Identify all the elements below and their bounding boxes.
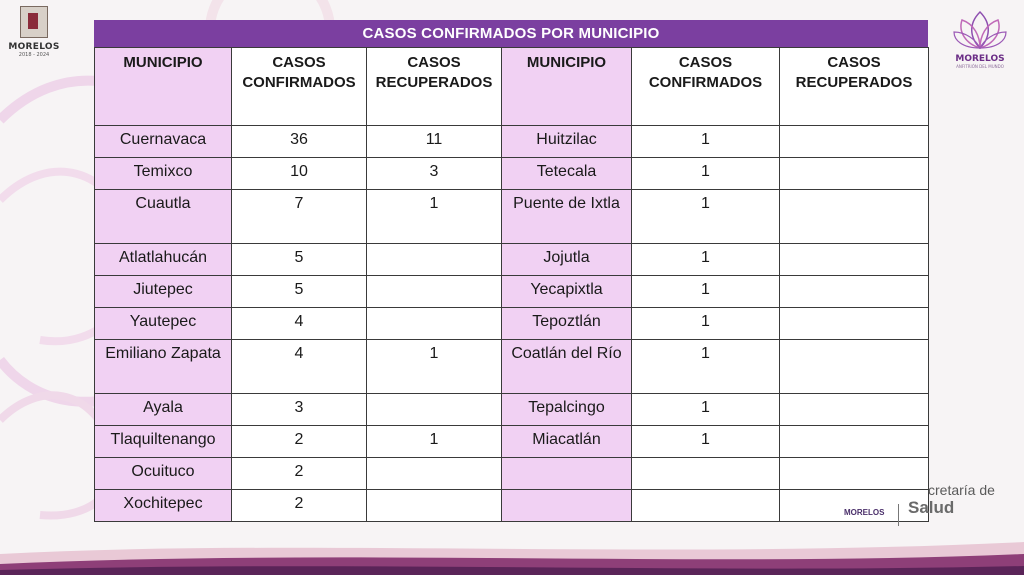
cell-recuperados [367,276,502,308]
cell-confirmados: 36 [232,126,367,158]
footer-salud-text: Salud [908,498,955,517]
cell-recuperados: 1 [367,190,502,244]
cell-municipio: Ayala [95,394,232,426]
header-municipio-right: MUNICIPIO [502,48,632,126]
cell-municipio: Tlaquiltenango [95,426,232,458]
header-recuperados-right: CASOS RECUPERADOS [780,48,929,126]
cell-confirmados [632,490,780,522]
cell-municipio: Ocuituco [95,458,232,490]
logo-left-years: 2018 - 2024 [18,52,50,58]
header-municipio-left: MUNICIPIO [95,48,232,126]
cell-recuperados: 3 [367,158,502,190]
cell-confirmados: 5 [232,244,367,276]
cell-confirmados: 1 [632,244,780,276]
cell-confirmados [632,458,780,490]
cell-recuperados [367,458,502,490]
footer-logo-label: MORELOS [844,508,885,517]
cell-confirmados: 4 [232,308,367,340]
cell-confirmados: 1 [632,308,780,340]
cell-confirmados: 10 [232,158,367,190]
cell-confirmados: 2 [232,458,367,490]
table-header-row [95,48,929,126]
coat-of-arms-icon [20,6,48,38]
cell-municipio [502,458,632,490]
cell-recuperados [780,158,929,190]
cell-recuperados [780,394,929,426]
cell-municipio: Cuautla [95,190,232,244]
cell-recuperados [780,426,929,458]
morelos-logo-left [6,6,62,68]
lotus-icon [952,8,1008,54]
table-row [95,126,929,158]
cell-confirmados: 1 [632,340,780,394]
table-row [95,244,929,276]
header-confirmados-left: CASOS CONFIRMADOS [232,48,367,126]
cell-recuperados [367,394,502,426]
table-row [95,426,929,458]
table-title: CASOS CONFIRMADOS POR MUNICIPIO [94,20,928,47]
cell-recuperados: 1 [367,340,502,394]
cell-municipio: Tetecala [502,158,632,190]
cell-municipio: Jiutepec [95,276,232,308]
cell-confirmados: 1 [632,394,780,426]
cases-table [94,47,929,522]
cell-confirmados: 1 [632,276,780,308]
cell-municipio: Tepalcingo [502,394,632,426]
cell-recuperados [780,308,929,340]
table-row [95,458,929,490]
footer-secretaria-text: cretaría de [928,482,995,498]
cell-recuperados [367,308,502,340]
table-row [95,394,929,426]
secretaria-salud-logo [842,480,1022,526]
cell-confirmados: 7 [232,190,367,244]
table-row [95,340,929,394]
morelos-logo-right [948,8,1012,76]
cell-recuperados: 11 [367,126,502,158]
table-body [95,126,929,522]
cell-municipio: Coatlán del Río [502,340,632,394]
cell-municipio: Miacatlán [502,426,632,458]
cell-confirmados: 5 [232,276,367,308]
cell-municipio: Yecapixtla [502,276,632,308]
cell-confirmados: 1 [632,158,780,190]
table-row [95,190,929,244]
cell-municipio: Emiliano Zapata [95,340,232,394]
footer-divider [898,504,899,526]
cell-confirmados: 2 [232,490,367,522]
cell-municipio: Tepoztlán [502,308,632,340]
cell-recuperados [780,244,929,276]
header-recuperados-left: CASOS RECUPERADOS [367,48,502,126]
cell-municipio: Cuernavaca [95,126,232,158]
cell-confirmados: 4 [232,340,367,394]
cell-confirmados: 1 [632,190,780,244]
cell-confirmados: 1 [632,126,780,158]
cell-recuperados [367,244,502,276]
cell-municipio: Temixco [95,158,232,190]
cell-confirmados: 3 [232,394,367,426]
table-row [95,490,929,522]
table-row [95,276,929,308]
cell-municipio: Atlatlahucán [95,244,232,276]
cell-recuperados: 1 [367,426,502,458]
logo-right-sub: ANFITRIÓN DEL MUNDO [956,64,1004,69]
cell-recuperados [780,126,929,158]
header-confirmados-right: CASOS CONFIRMADOS [632,48,780,126]
cell-recuperados [780,340,929,394]
cell-municipio: Yautepec [95,308,232,340]
table-row [95,308,929,340]
cell-recuperados [780,276,929,308]
cell-municipio: Jojutla [502,244,632,276]
cell-confirmados: 2 [232,426,367,458]
cell-confirmados: 1 [632,426,780,458]
logo-right-label: MORELOS [955,54,1005,64]
table-row [95,158,929,190]
cell-municipio: Huitzilac [502,126,632,158]
cell-municipio [502,490,632,522]
bottom-wave-decoration [0,534,1024,575]
cell-recuperados [367,490,502,522]
cell-municipio: Puente de Ixtla [502,190,632,244]
cell-recuperados [780,190,929,244]
cell-municipio: Xochitepec [95,490,232,522]
logo-left-label: MORELOS [8,42,60,52]
cases-table-container [94,20,928,522]
